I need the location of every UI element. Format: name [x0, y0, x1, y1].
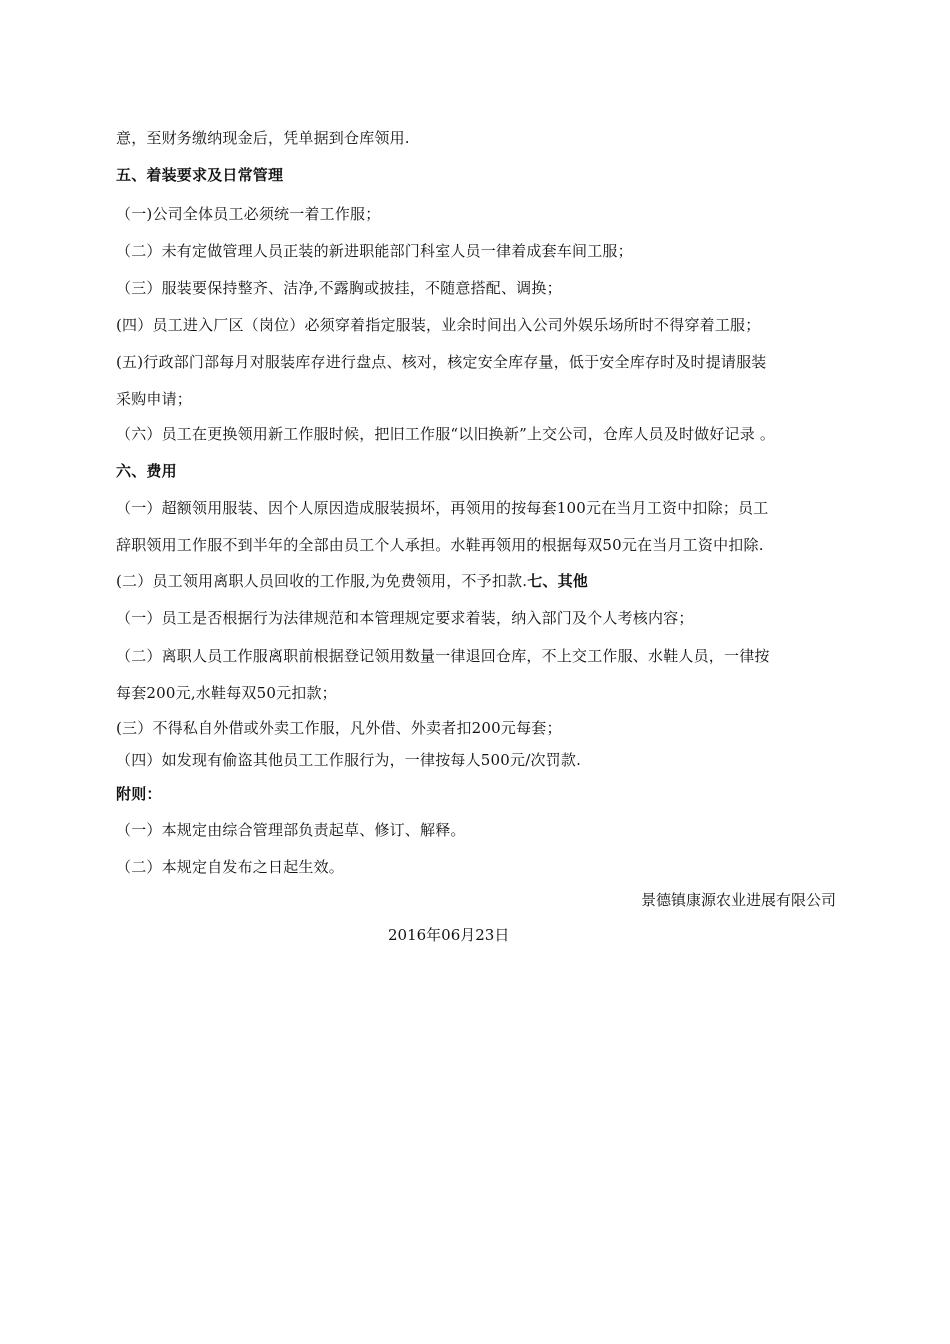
section-heading-7: 七、其他 — [527, 572, 589, 590]
paragraph-line: （一）超额领用服装、因个人原因造成服装损坏，再领用的按每套100元在当月工资中扣除；员工 — [116, 499, 769, 517]
paragraph-line-with-heading — [116, 571, 588, 591]
paragraph-line: 每套200元,水鞋每双50元扣款； — [116, 684, 337, 702]
paragraph-line: （二）本规定自发布之日起生效。 — [116, 858, 345, 876]
paragraph-line: （四）如发现有偷盗其他员工工作服行为，一律按每人500元/次罚款. — [116, 751, 582, 769]
paragraph-line: （一）本规定由综合管理部负责起草、修订、解释。 — [116, 821, 466, 839]
paragraph-line: (五)行政部门部每月对服装库存进行盘点、核对，核定安全库存量，低于安全库存时及时提请服装 — [116, 353, 767, 371]
section-heading-6: 六、费用 — [116, 462, 177, 480]
paragraph-line: (四）员工进入厂区（岗位）必须穿着指定服装，业余时间出入公司外娱乐场所时不得穿着工服； — [116, 316, 761, 334]
paragraph-text: (二）员工领用离职人员回收的工作服,为免费领用，不予扣款. — [116, 572, 528, 590]
paragraph-line: 采购申请； — [116, 390, 193, 408]
appendix-heading: 附则： — [116, 785, 162, 803]
paragraph-line: （六）员工在更换领用新工作服时候，把旧工作服“以旧换新”上交公司，仓库人员及时做好记录 。 — [116, 425, 776, 443]
document-date: 2016年06月23日 — [388, 926, 510, 944]
paragraph-line: 辞职领用工作服不到半年的全部由员工个人承担。水鞋再领用的根据每双50元在当月工资中扣除. — [116, 536, 764, 554]
paragraph-line: (三）不得私自外借或外卖工作服，凡外借、外卖者扣200元每套； — [116, 719, 562, 737]
section-heading-5: 五、着装要求及日常管理 — [116, 166, 284, 184]
paragraph-line: 意，至财务缴纳现金后，凭单据到仓库领用. — [116, 129, 410, 147]
paragraph-line: （二）未有定做管理人员正装的新进职能部门科室人员一律着成套车间工服； — [116, 242, 633, 260]
paragraph-line: （三）服装要保持整齐、洁净,不露胸或披挂，不随意搭配、调换； — [116, 279, 562, 297]
company-signature: 景德镇康源农业进展有限公司 — [640, 891, 836, 909]
paragraph-line: （一）员工是否根据行为法律规范和本管理规定要求着装，纳入部门及个人考核内容； — [116, 609, 694, 627]
paragraph-line: （一)公司全体员工必须统一着工作服； — [116, 205, 381, 223]
paragraph-line: （二）离职人员工作服离职前根据登记领用数量一律退回仓库，不上交工作服、水鞋人员，一律按 — [116, 647, 770, 665]
